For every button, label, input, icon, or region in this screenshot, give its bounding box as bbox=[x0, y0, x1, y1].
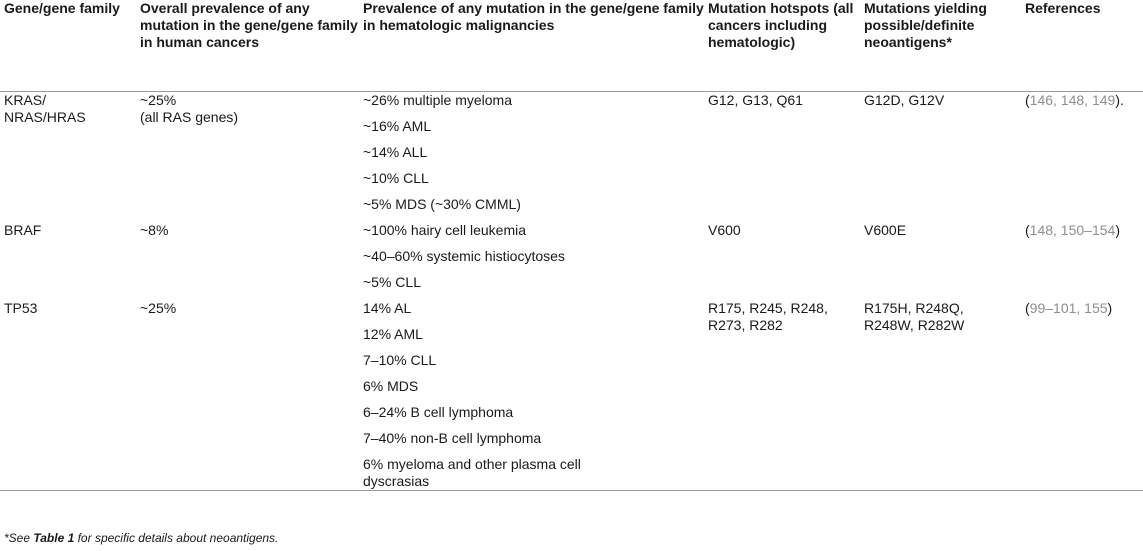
cell-line: ~40–60% systemic histiocytoses bbox=[363, 247, 565, 264]
reference-links[interactable]: 99–101, 155 bbox=[1029, 299, 1108, 316]
cell-line: R273, R282 bbox=[708, 316, 783, 333]
gene-cell bbox=[0, 222, 140, 300]
hematologic-prevalence-cell bbox=[363, 91, 708, 222]
hematologic-prevalence-cell bbox=[363, 300, 708, 491]
cell-line: R175, R245, R248, bbox=[708, 299, 828, 316]
cell-line: BRAF bbox=[4, 221, 42, 238]
table-row bbox=[0, 91, 1143, 222]
cell-line: ~16% AML bbox=[363, 117, 432, 134]
table-footnote: *See Table 1 for specific details about neoantigens. bbox=[4, 531, 279, 545]
cell-line: 7–40% non-B cell lymphoma bbox=[363, 429, 542, 446]
header-mutation-hotspots: Mutation hotspots (all cancers including hematologic) bbox=[708, 0, 854, 50]
cell-line: KRAS/ bbox=[4, 91, 47, 108]
cell-line: 7–10% CLL bbox=[363, 351, 437, 368]
table-header-row bbox=[0, 0, 1143, 91]
table-row bbox=[0, 300, 1143, 491]
gene-cell bbox=[0, 300, 140, 491]
header-neoantigens: Mutations yielding possible/definite neoantigens* bbox=[864, 0, 987, 50]
hotspots-cell bbox=[708, 91, 864, 222]
cell-line: G12, G13, Q61 bbox=[708, 91, 803, 108]
overall-prevalence-cell bbox=[140, 91, 363, 222]
cell-line: ~8% bbox=[140, 221, 169, 238]
cell-line: ~5% MDS (~30% CMML) bbox=[363, 195, 521, 212]
cell-line: ~25% bbox=[140, 299, 177, 316]
overall-prevalence-cell bbox=[140, 222, 363, 300]
cell-line: NRAS/HRAS bbox=[4, 108, 86, 125]
neoantigens-cell bbox=[864, 222, 1025, 300]
cell-line: V600E bbox=[864, 221, 907, 238]
header-gene: Gene/gene family bbox=[4, 0, 120, 16]
header-overall-prevalence: Overall prevalence of any mutation in the gene/gene family in human cancers bbox=[140, 0, 358, 50]
neoantigens-cell bbox=[864, 91, 1025, 222]
cell-line: G12D, G12V bbox=[864, 91, 945, 108]
reference-links[interactable]: 148, 150–154 bbox=[1029, 221, 1116, 238]
table-1-link[interactable]: Table 1 bbox=[33, 531, 75, 545]
cell-line: 12% AML bbox=[363, 325, 423, 342]
cell-line: R175H, R248Q, bbox=[864, 299, 964, 316]
references-cell: (148, 150–154) bbox=[1025, 221, 1120, 238]
cell-line: (all RAS genes) bbox=[140, 108, 239, 125]
neoantigens-cell bbox=[864, 300, 1025, 491]
cell-line: ~25% bbox=[140, 91, 177, 108]
references-cell: (99–101, 155) bbox=[1025, 299, 1113, 316]
hotspots-cell bbox=[708, 222, 864, 300]
table-row bbox=[0, 222, 1143, 300]
header-references: References bbox=[1025, 0, 1101, 16]
reference-links[interactable]: 146, 148, 149 bbox=[1029, 91, 1116, 108]
cell-line: ~100% hairy cell leukemia bbox=[363, 221, 527, 238]
cell-line: ~14% ALL bbox=[363, 143, 428, 160]
cell-line: 14% AL bbox=[363, 299, 412, 316]
hematologic-prevalence-cell bbox=[363, 222, 708, 300]
cell-line: TP53 bbox=[4, 299, 38, 316]
header-hematologic-prevalence: Prevalence of any mutation in the gene/gene family in hematologic malignancies bbox=[363, 0, 704, 33]
hotspots-cell bbox=[708, 300, 864, 491]
cell-line: 6% myeloma and other plasma cell bbox=[363, 455, 581, 472]
cell-line: 6–24% B cell lymphoma bbox=[363, 403, 514, 420]
cell-line: R248W, R282W bbox=[864, 316, 965, 333]
cell-line: 6% MDS bbox=[363, 377, 419, 394]
cell-line: ~5% CLL bbox=[363, 273, 421, 290]
cell-line: dyscrasias bbox=[363, 472, 430, 489]
overall-prevalence-cell bbox=[140, 300, 363, 491]
gene-cell bbox=[0, 91, 140, 222]
cell-line: ~10% CLL bbox=[363, 169, 429, 186]
cell-line: ~26% multiple myeloma bbox=[363, 91, 513, 108]
references-cell: (146, 148, 149). bbox=[1025, 91, 1124, 108]
cell-line: V600 bbox=[708, 221, 741, 238]
